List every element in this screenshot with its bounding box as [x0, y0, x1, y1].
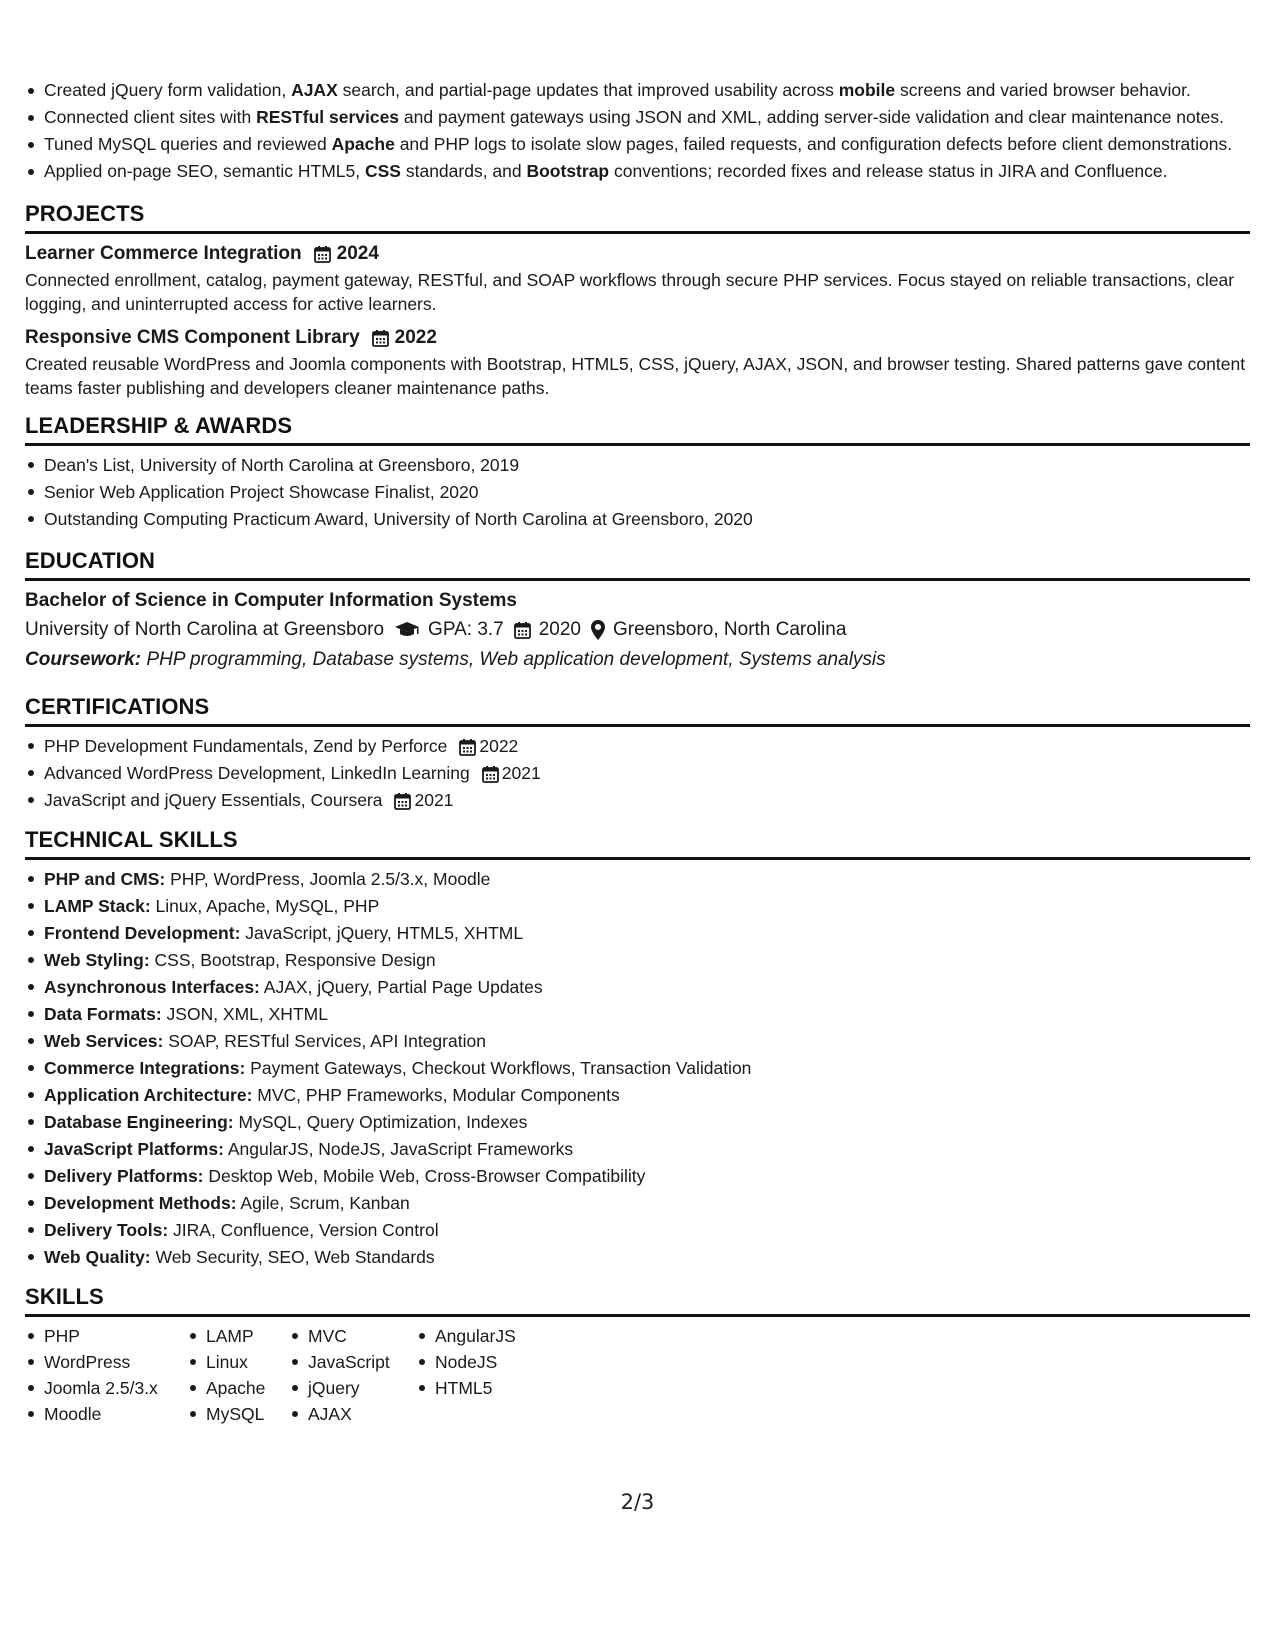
- section-heading: EDUCATION: [25, 548, 156, 573]
- project-year: 2022: [394, 327, 437, 348]
- list-item: Development Methods: Agile, Scrum, Kanban: [25, 1190, 1250, 1217]
- gpa: GPA: 3.7: [428, 619, 504, 640]
- list-item: [25, 733, 1250, 760]
- awards-list: [25, 452, 1250, 533]
- resume-page: [25, 78, 1250, 1427]
- list-item: [25, 787, 1250, 814]
- project-description: Connected enrollment, catalog, payment gateway, RESTful, and SOAP workflows through secure PHP services. Focus stayed on reliable transactions, clear logging, and uninterrupted access for active learners.: [25, 270, 1235, 314]
- list-item: AJAX: [289, 1401, 416, 1427]
- section-heading: TECHNICAL SKILLS: [25, 827, 238, 852]
- list-item: MVC: [289, 1323, 416, 1349]
- list-item: JavaScript Platforms: AngularJS, NodeJS, JavaScript Frameworks: [25, 1136, 1250, 1163]
- experience-bullet: Connected client sites with RESTful services and payment gateways using JSON and XML, adding server-side validation and clear maintenance notes.: [25, 105, 1250, 129]
- list-item: LAMP: [187, 1323, 289, 1349]
- page-number: 2/3: [620, 1490, 655, 1514]
- list-item: Outstanding Computing Practicum Award, University of North Carolina at Greensboro, 2020: [25, 506, 1250, 533]
- experience-bullets: [25, 78, 1250, 183]
- list-item: LAMP Stack: Linux, Apache, MySQL, PHP: [25, 893, 1250, 920]
- project-description: Created reusable WordPress and Joomla components with Bootstrap, HTML5, CSS, jQuery, AJAX, JSON, and browser testing. Shared patterns gave content teams faster publishing and developers cleaner maintenance paths.: [25, 354, 1246, 398]
- section-heading: LEADERSHIP & AWARDS: [25, 413, 293, 438]
- list-item: Dean's List, University of North Carolina at Greensboro, 2019: [25, 452, 1250, 479]
- list-item: Web Styling: CSS, Bootstrap, Responsive Design: [25, 947, 1250, 974]
- skills-section-header: [25, 1283, 1250, 1317]
- section-heading: SKILLS: [25, 1284, 104, 1309]
- calendar-icon: [482, 765, 499, 783]
- list-item: Frontend Development: JavaScript, jQuery, HTML5, XHTML: [25, 920, 1250, 947]
- list-item: Joomla 2.5/3.x: [25, 1375, 187, 1401]
- list-item: Web Quality: Web Security, SEO, Web Standards: [25, 1244, 1250, 1271]
- list-item: NodeJS: [416, 1349, 546, 1375]
- list-item: Linux: [187, 1349, 289, 1375]
- technical-skills-list: [25, 866, 1250, 1271]
- certification-year: 2022: [479, 736, 519, 756]
- graduation-cap-icon: [394, 621, 420, 639]
- list-item: WordPress: [25, 1349, 187, 1375]
- projects-section-header: [25, 200, 1250, 234]
- certification-name: Advanced WordPress Development, LinkedIn Learning: [44, 763, 470, 783]
- calendar-icon: [372, 329, 389, 347]
- certifications-section-header: [25, 693, 1250, 727]
- section-heading: CERTIFICATIONS: [25, 694, 210, 719]
- skills-grid: [25, 1323, 1250, 1427]
- calendar-icon: [514, 621, 531, 639]
- list-item: Moodle: [25, 1401, 187, 1427]
- project-entry: [25, 324, 1250, 400]
- certifications-list: [25, 733, 1250, 814]
- awards-section-header: [25, 412, 1250, 446]
- graduation-year: 2020: [538, 619, 582, 640]
- list-item: Commerce Integrations: Payment Gateways, Checkout Workflows, Transaction Validation: [25, 1055, 1250, 1082]
- project-title: Learner Commerce Integration: [25, 243, 302, 264]
- degree-title: Bachelor of Science in Computer Information Systems: [25, 590, 517, 611]
- list-item: HTML5: [416, 1375, 546, 1401]
- certification-name: JavaScript and jQuery Essentials, Coursera: [44, 790, 383, 810]
- list-item: PHP and CMS: PHP, WordPress, Joomla 2.5/3.x, Moodle: [25, 866, 1250, 893]
- section-heading: PROJECTS: [25, 201, 145, 226]
- school-name: University of North Carolina at Greensboro: [25, 619, 385, 640]
- certification-name: PHP Development Fundamentals, Zend by Perforce: [44, 736, 448, 756]
- calendar-icon: [459, 738, 476, 756]
- map-marker-icon: [591, 620, 605, 640]
- project-entry: [25, 240, 1250, 316]
- list-item: Delivery Platforms: Desktop Web, Mobile Web, Cross-Browser Compatibility: [25, 1163, 1250, 1190]
- education-section-header: [25, 547, 1250, 581]
- project-year: 2024: [336, 243, 379, 264]
- skills-column: [25, 1323, 187, 1427]
- list-item: Delivery Tools: JIRA, Confluence, Version Control: [25, 1217, 1250, 1244]
- skills-column: [289, 1323, 416, 1427]
- list-item: MySQL: [187, 1401, 289, 1427]
- skills-column: [187, 1323, 289, 1427]
- calendar-icon: [394, 792, 411, 810]
- list-item: Application Architecture: MVC, PHP Frameworks, Modular Components: [25, 1082, 1250, 1109]
- list-item: Data Formats: JSON, XML, XHTML: [25, 1001, 1250, 1028]
- skills-column: [416, 1323, 546, 1427]
- list-item: PHP: [25, 1323, 187, 1349]
- education-entry: [25, 587, 1250, 675]
- list-item: Web Services: SOAP, RESTful Services, API Integration: [25, 1028, 1250, 1055]
- experience-bullet: Applied on-page SEO, semantic HTML5, CSS standards, and Bootstrap conventions; recorded fixes and release status in JIRA and Confluence.: [25, 159, 1250, 183]
- experience-bullet: Created jQuery form validation, AJAX search, and partial-page updates that improved usability across mobile screens and varied browser behavior.: [25, 78, 1250, 102]
- school-location: Greensboro, North Carolina: [613, 619, 847, 640]
- certification-year: 2021: [414, 790, 454, 810]
- coursework: Coursework: PHP programming, Database systems, Web application development, Systems analysis: [25, 649, 886, 670]
- list-item: AngularJS: [416, 1323, 546, 1349]
- project-title: Responsive CMS Component Library: [25, 327, 360, 348]
- list-item: Database Engineering: MySQL, Query Optimization, Indexes: [25, 1109, 1250, 1136]
- technical-skills-section-header: [25, 826, 1250, 860]
- list-item: Apache: [187, 1375, 289, 1401]
- certification-year: 2021: [501, 763, 541, 783]
- list-item: Senior Web Application Project Showcase Finalist, 2020: [25, 479, 1250, 506]
- list-item: jQuery: [289, 1375, 416, 1401]
- list-item: [25, 760, 1250, 787]
- calendar-icon: [314, 245, 331, 263]
- list-item: JavaScript: [289, 1349, 416, 1375]
- list-item: Asynchronous Interfaces: AJAX, jQuery, Partial Page Updates: [25, 974, 1250, 1001]
- experience-bullet: Tuned MySQL queries and reviewed Apache and PHP logs to isolate slow pages, failed requests, and configuration defects before client demonstrations.: [25, 132, 1250, 156]
